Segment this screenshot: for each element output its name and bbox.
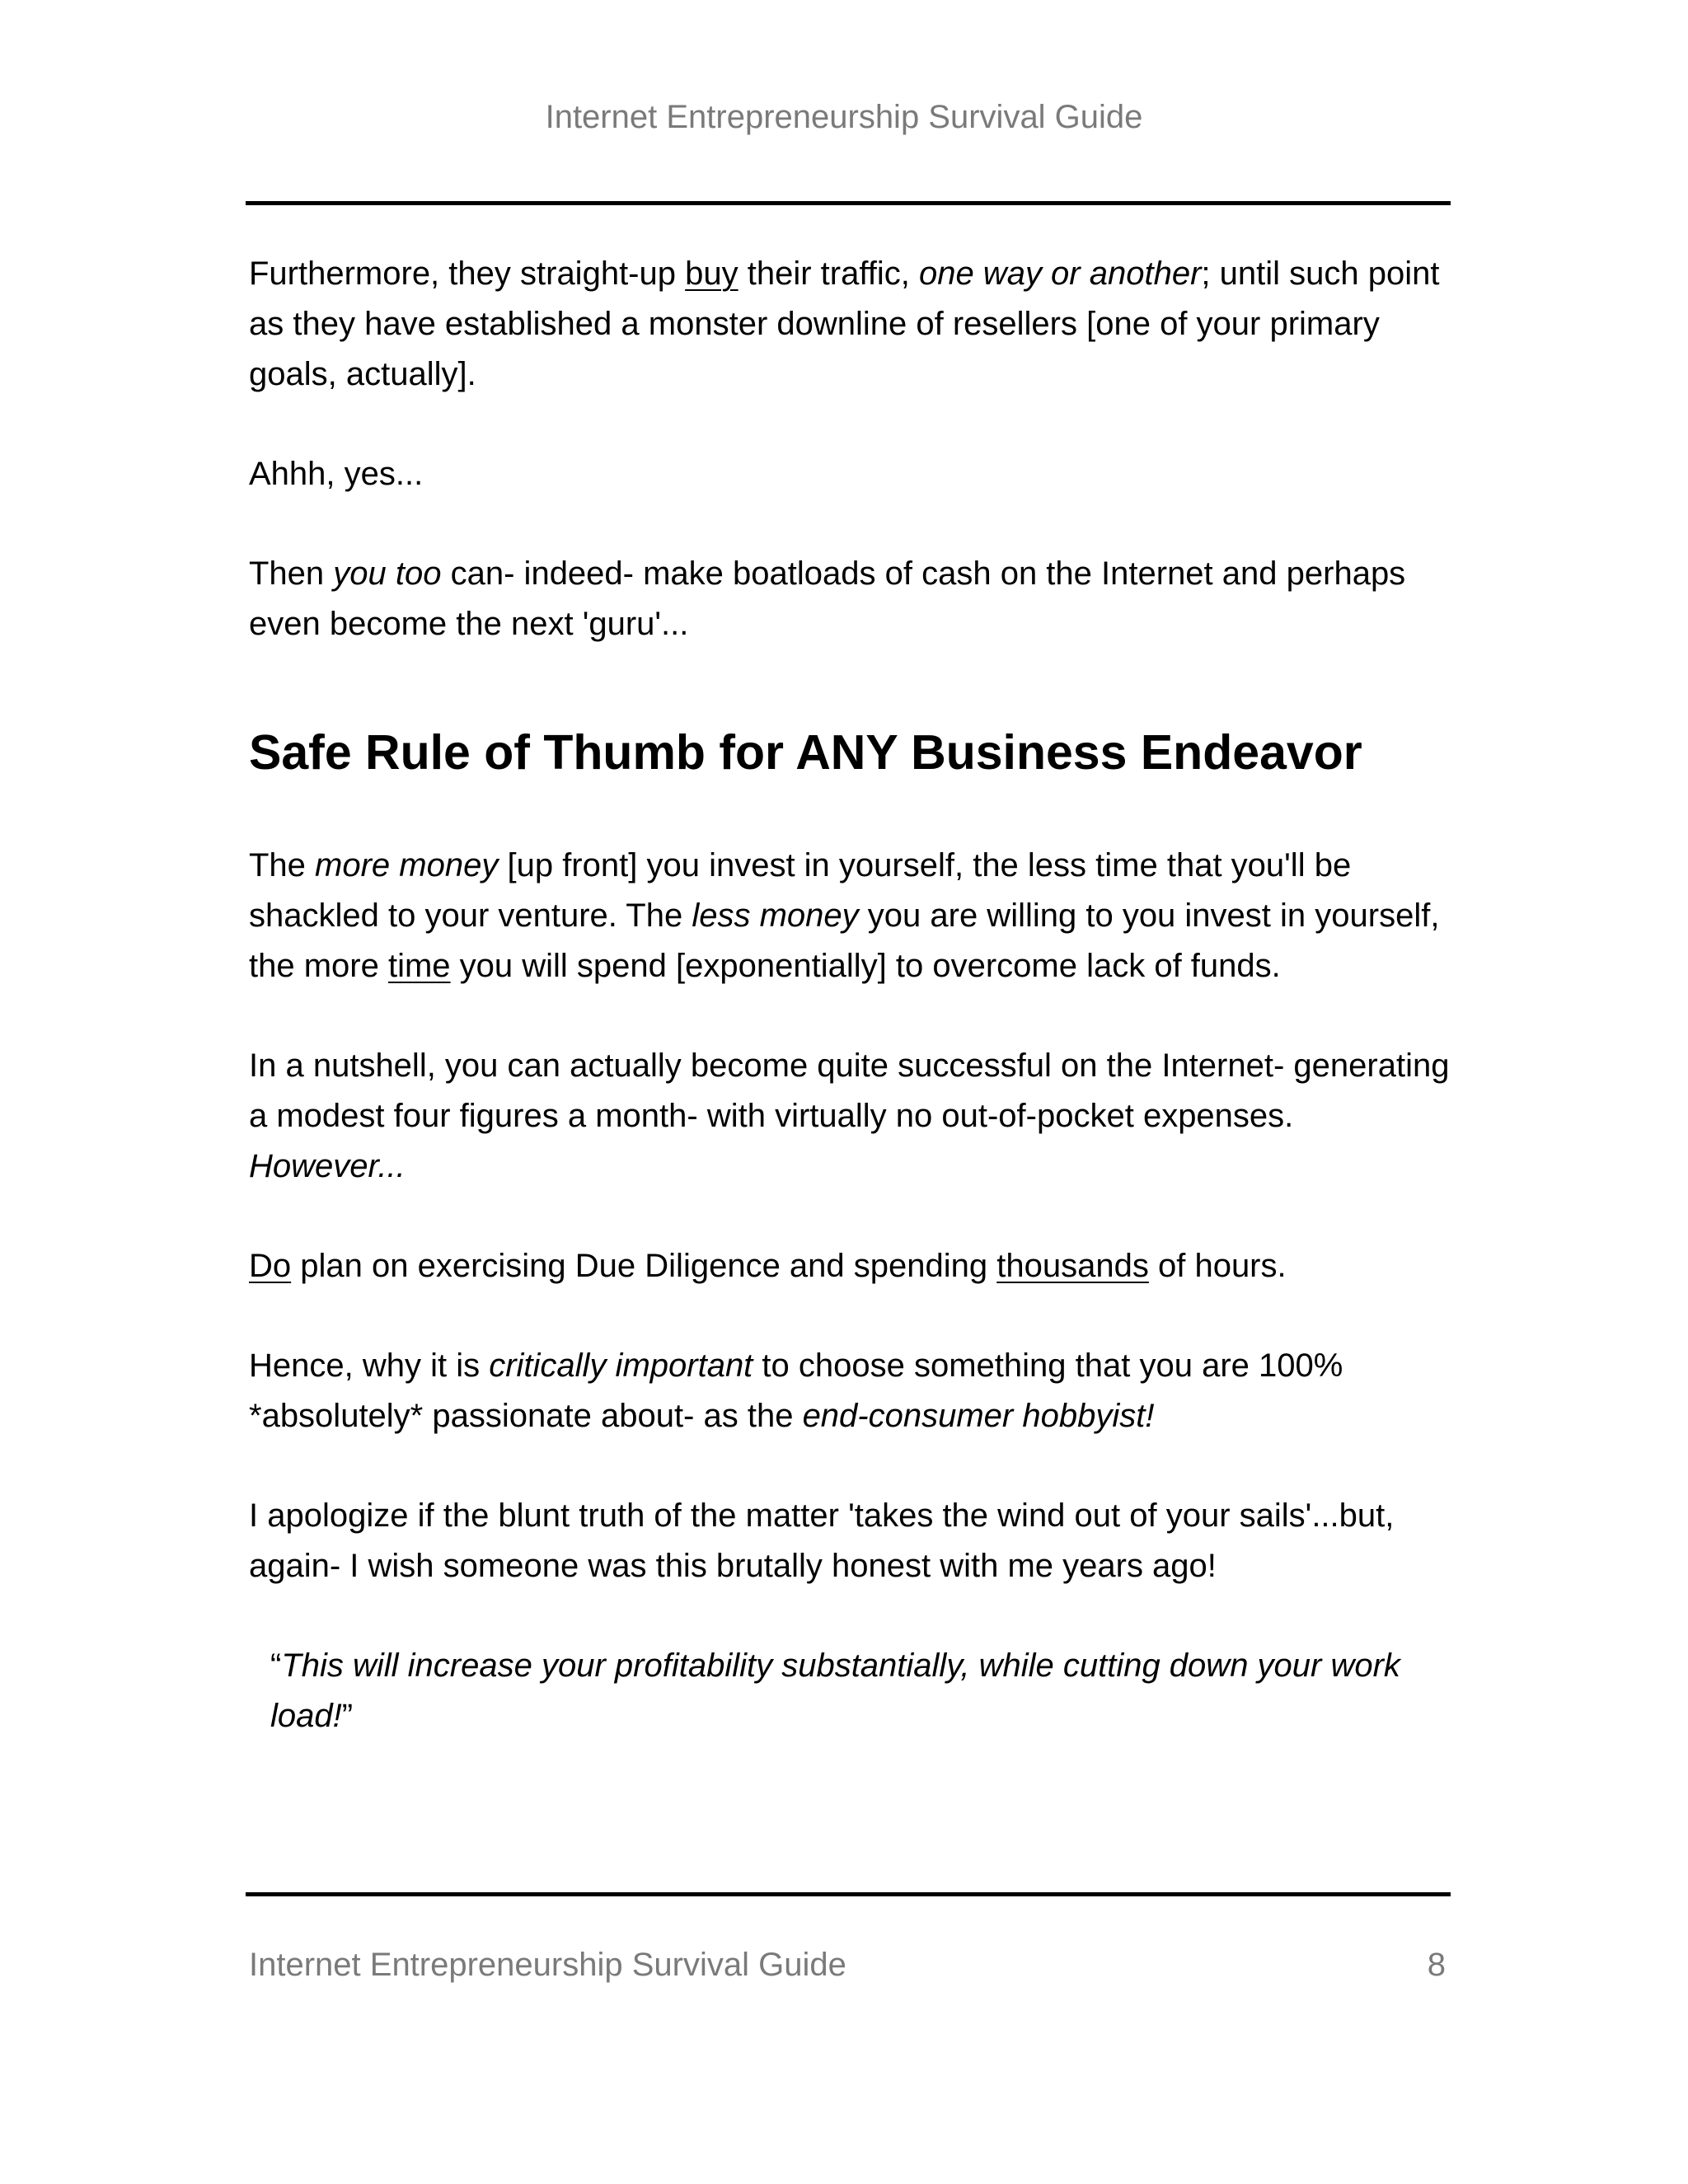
page-number: 8	[1427, 1947, 1446, 1983]
paragraph-apology: I apologize if the blunt truth of the matter 'takes the wind out of your sails'...but, again- I wish someone was this brutally honest with me years ago!	[249, 1497, 1395, 1584]
pull-quote	[270, 1641, 1452, 1741]
section-heading: Safe Rule of Thumb for ANY Business Endeavor	[249, 725, 1362, 780]
text-run: Furthermore, they straight-up	[249, 255, 686, 292]
italic-text: one way or another	[918, 255, 1202, 292]
header-rule	[246, 201, 1451, 205]
underlined-text: time	[387, 948, 451, 984]
footer-rule	[246, 1892, 1451, 1896]
paragraph-invest	[249, 841, 1452, 991]
underlined-text: Do	[249, 1248, 292, 1284]
italic-text: less money	[692, 898, 859, 934]
paragraph-ahhh: Ahhh, yes...	[249, 456, 424, 492]
running-footer	[249, 1945, 1446, 1985]
close-quote-mark: ”	[341, 1698, 354, 1734]
italic-text: end-consumer hobbyist!	[802, 1398, 1155, 1434]
running-header: Internet Entrepreneurship Survival Guide	[545, 99, 1143, 135]
text-run: to choose something that you are 100% *absolutely* passionate about- as the	[249, 1347, 1343, 1434]
text-run: Then	[249, 555, 334, 592]
text-run: plan on exercising Due Diligence and spending	[291, 1248, 997, 1284]
underlined-text: buy	[685, 255, 738, 292]
italic-text: However...	[249, 1148, 406, 1184]
text-run: [up front] you invest in yourself, the less time that you'll be shackled to your venture. The	[249, 847, 1352, 934]
text-run: ; until such point as they have established a monster downline of resellers [one of your primary goals, actually].	[249, 255, 1440, 392]
text-run: of hours.	[1148, 1248, 1287, 1284]
italic-text: more money	[315, 847, 499, 883]
text-run: you are willing to you invest in yourself, the more	[249, 898, 1440, 984]
paragraph-traffic	[249, 249, 1452, 400]
text-run: you will spend [exponentially] to overcome lack of funds.	[450, 948, 1281, 984]
footer-title: Internet Entrepreneurship Survival Guide	[249, 1947, 846, 1983]
paragraph-nutshell	[249, 1041, 1452, 1192]
paragraph-you-too	[249, 549, 1452, 649]
text-run: The	[249, 847, 316, 883]
italic-text: you too	[333, 555, 442, 592]
open-quote-mark: “	[270, 1647, 282, 1684]
text-run: Hence, why it is	[249, 1347, 490, 1384]
quote-text: This will increase your profitability substantially, while cutting down your work load!	[270, 1647, 1400, 1734]
text-run: their traffic,	[738, 255, 919, 292]
paragraph-passionate	[249, 1341, 1452, 1441]
paragraph-due-diligence	[249, 1241, 1452, 1291]
text-run: In a nutshell, you can actually become quite successful on the Internet- generating a modest four figures a month- with virtually no out-of-pocket expenses.	[249, 1047, 1450, 1134]
underlined-text: thousands	[996, 1248, 1149, 1284]
body-text	[249, 249, 1452, 1741]
text-run: can- indeed- make boatloads of cash on the Internet and perhaps even become the next 'guru'...	[249, 555, 1406, 642]
italic-text: critically important	[489, 1347, 753, 1384]
